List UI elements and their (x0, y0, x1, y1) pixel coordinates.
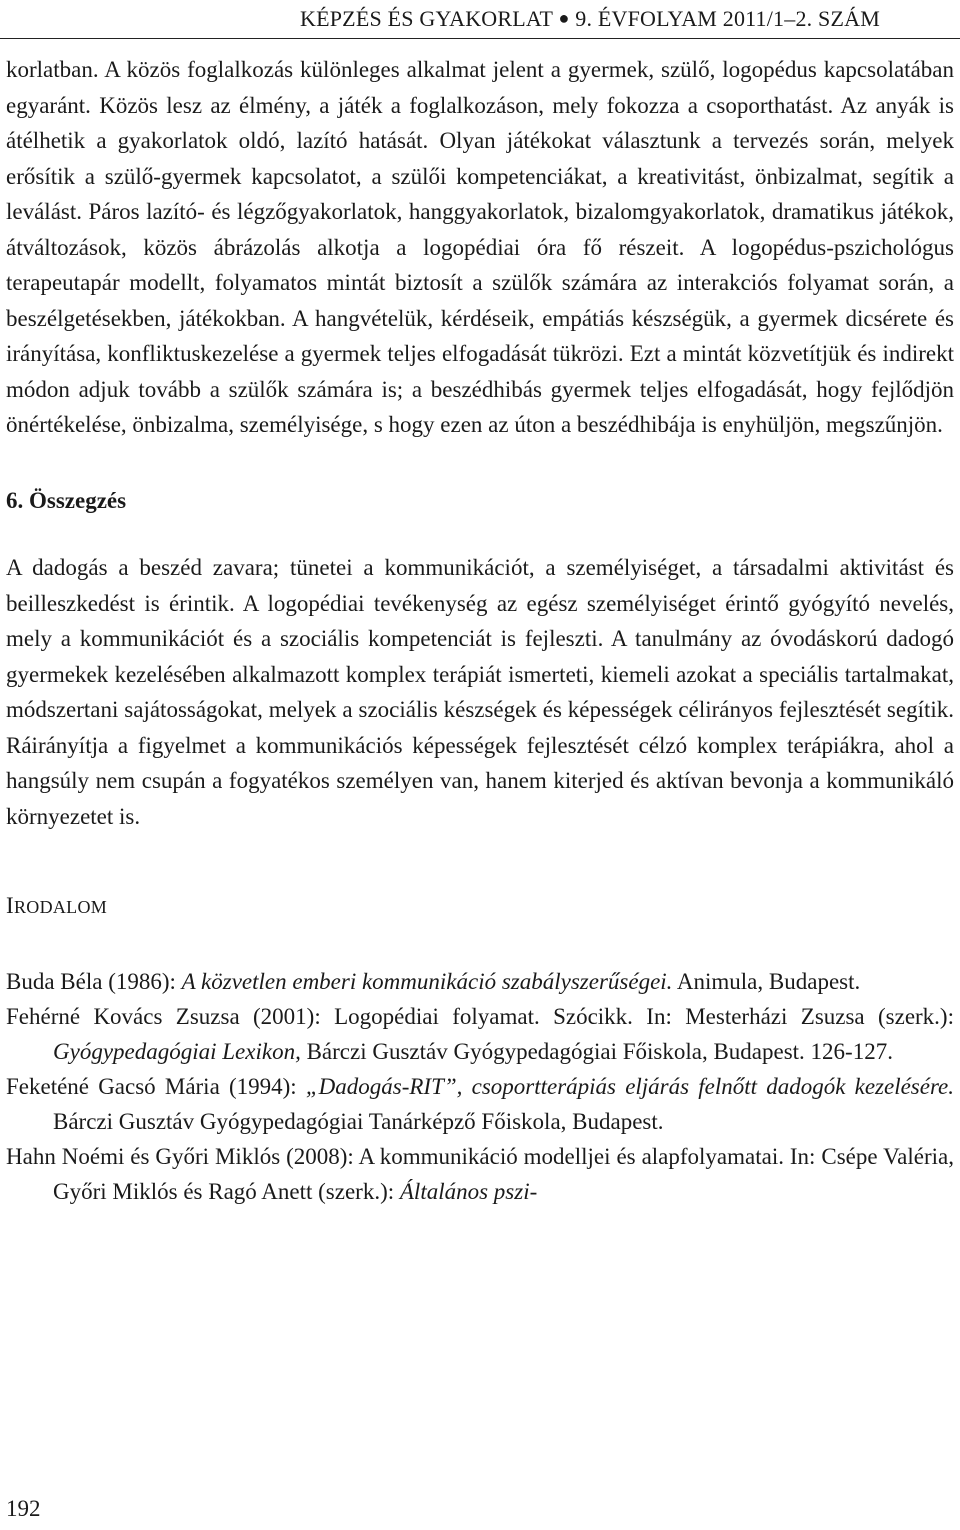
journal-title: KÉPZÉS ÉS GYAKORLAT (300, 6, 553, 31)
reference-item: Feketéné Gacsó Mária (1994): „Dadogás-RIT”, csoportterápiás eljárás felnőtt dadogók kezelésére. Bárczi Gusztáv Gyógypedagógiai Tanárképző Főiskola, Budapest. (6, 1073, 955, 1134)
reference-item: Hahn Noémi és Győri Miklós (2008): A kommunikáció modelljei és alapfolyamatai. In: Csépe Valéria, Győri Miklós és Ragó Anett (szerk.): Általános pszi- (6, 1143, 954, 1204)
issue-info: 9. ÉVFOLYAM 2011/1–2. SZÁM (575, 6, 880, 31)
section-heading: 6. Összegzés (6, 487, 127, 513)
reference-item: Fehérné Kovács Zsuzsa (2001): Logopédiai folyamat. Szócikk. In: Mesterházi Zsuzsa (szerk.): Gyógypedagógiai Lexikon, Bárczi Gusztáv Gyógypedagógiai Főiskola, Budapest. 126-127. (6, 1003, 954, 1064)
references-list (6, 964, 954, 1209)
references-title-initial: I (6, 893, 14, 918)
reference-item: Buda Béla (1986): A közvetlen emberi kommunikáció szabályszerűségei. Animula, Budapest. (6, 968, 861, 994)
references-title (6, 888, 954, 926)
references-title-smallcaps: RODALOM (13, 897, 108, 917)
body-paragraph-1: korlatban. A közös foglalkozás különleges alkalmat jelent a gyermek, szülő, logopédus kapcsolatában egyaránt. Közös lesz az élmény, a játék a foglalkozáson, mely fokozza a csoporthatást. Az anyák is átélhetik a gyakorlatok oldó, lazító hatását. Olyan játékokat választunk a tervezés során, melyek erősítik a szülő-gyermek kapcsolatot, a szülői kompetenciákat, a kreativitást, önbizalmat, segítik a leválást. Páros lazító- és légzőgyakorlatok, hanggyakorlatok, bizalomgyakorlatok, dramatikus játékok, átváltozások, közös ábrázolás alkotja a logopédiai óra fő részeit. A logopédus-pszichológus terapeutapár modellt, folyamatos mintát biztosít a szülők számára az interakciós folyamat során, a beszélgetésekben, játékokban. A hangvételük, kérdéseik, empátiás készségük, a gyermek dicsérete és irányítása, konfliktuskezelése a gyermek teljes elfogadását tükrözi. Ezt a mintát közvetítjük és indirekt módon adjuk tovább a szülők számára is; a beszédhibás gyermek teljes elfogadását, hogy fejlődjön önértékelése, önbizalma, személyisége, s hogy ezen az úton a beszédhibája is enyhüljön, megszűnjön. (6, 57, 954, 437)
running-header (0, 6, 960, 32)
header-rule (0, 38, 960, 39)
header-separator: ● (558, 8, 570, 28)
page-body (6, 52, 954, 1209)
body-paragraph-2: A dadogás a beszéd zavara; tünetei a kommunikációt, a személyiséget, a társadalmi aktivitást és beilleszkedést is érintik. A logopédiai tevékenység az egész személyiséget érintő gyógyító nevelés, mely a kommunikációt és a szociális kompetenciát is fejleszti. A tanulmány az óvodáskorú dadogó gyermekek kezelésében alkalmazott komplex terápiát ismerteti, kiemeli azokat a speciális tartalmakat, módszertani sajátosságokat, melyek a szociális készségek és képességek célirányos fejlesztését segítik. Ráirányítja a figyelmet a kommunikációs képességek fejlesztését célzó komplex terápiákra, ahol a hangsúly nem csupán a fogyatékos személyen van, hanem kiterjed és aktívan bevonja a kommunikáló környezetet is. (6, 555, 954, 829)
page-number: 192 (6, 1496, 41, 1521)
